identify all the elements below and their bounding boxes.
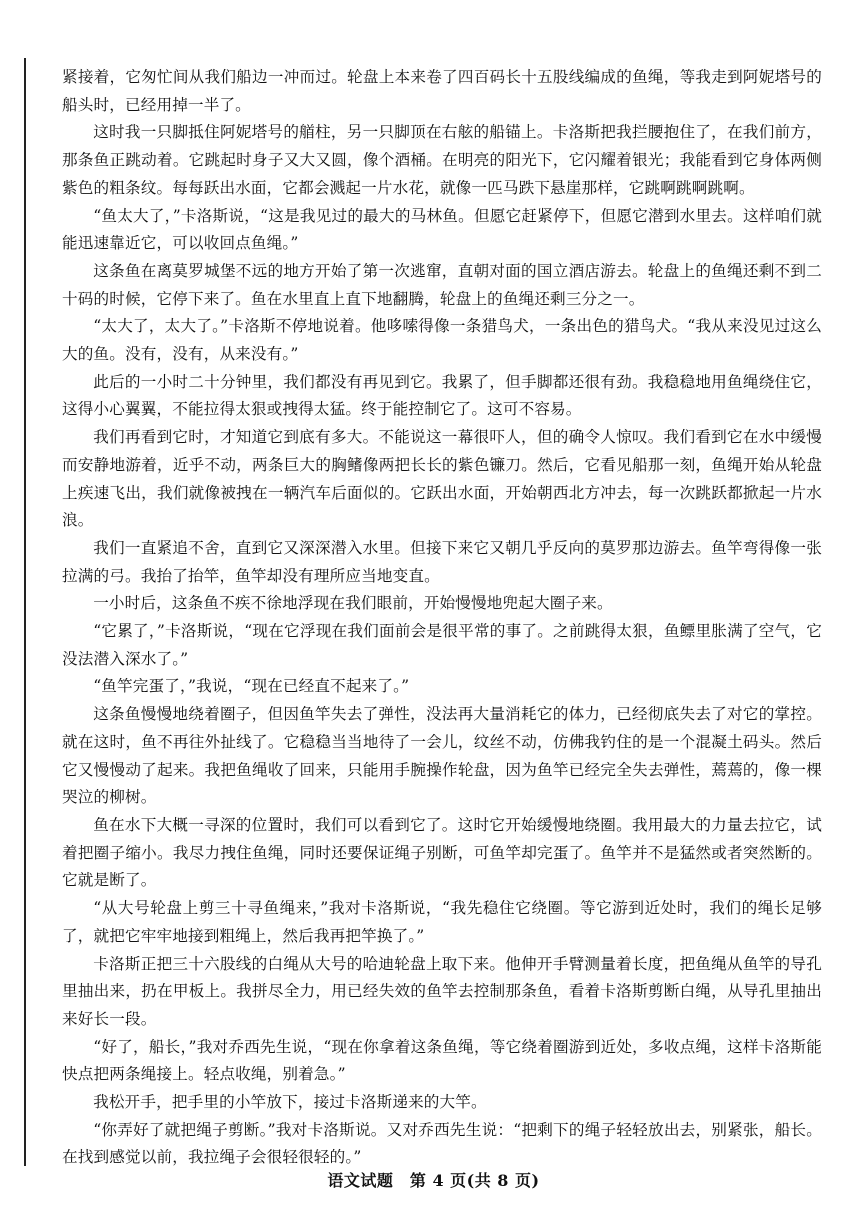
paragraph: 一小时后，这条鱼不疾不徐地浮现在我们眼前，开始慢慢地兜起大圈子来。 xyxy=(93,594,613,613)
paragraph: 紧接着，它匆忙间从我们船边一冲而过。轮盘上本来卷了四百码长十五股线编成的鱼绳，等我走到阿妮塔号的船头时，已经用掉一半了。 xyxy=(62,68,822,114)
paragraph: “它累了，”卡洛斯说，“现在它浮现在我们面前会是很平常的事了。之前跳得太狠，鱼鳔里胀满了空气，它没法潜入深水了。” xyxy=(62,622,822,668)
paragraph: 此后的一小时二十分钟里，我们都没有再见到它。我累了，但手脚都还很有劲。我稳稳地用鱼绳绕住它，这得小心翼翼，不能拉得太狠或拽得太猛。终于能控制它了。这可不容易。 xyxy=(62,372,822,419)
paragraph: “好了，船长，”我对乔西先生说，“现在你拿着这条鱼绳，等它绕着圈游到近处，多收点绳，这样卡洛斯能快点把两条绳接上。轻点收绳，别着急。” xyxy=(62,1037,822,1084)
paragraph: “你弄好了就把绳子剪断。”我对卡洛斯说。又对乔西先生说：“把剩下的绳子轻轻放出去，别紧张，船长。在找到感觉以前，我拉绳子会很轻很轻的。” xyxy=(62,1120,822,1167)
paragraph: 这条鱼在离莫罗城堡不远的地方开始了第一次逃窜，直朝对面的国立酒店游去。轮盘上的鱼绳还剩不到二十码的时候，它停下来了。鱼在水里直上直下地翻腾，轮盘上的鱼绳还剩三分之一。 xyxy=(62,261,822,308)
paragraph: 我松开手，把手里的小竿放下，接过卡洛斯递来的大竿。 xyxy=(93,1093,487,1112)
paragraph: 卡洛斯正把三十六股线的白绳从大号的哈迪轮盘上取下来。他伸开手臂测量着长度，把鱼绳从鱼竿的导孔里抽出来，扔在甲板上。我拼尽全力，用已经失效的鱼竿去控制那条鱼，看着卡洛斯剪断白绳，从导孔里抽出来好长一段。 xyxy=(62,954,822,1028)
page-footer: 语文试题 第 4 页(共 8 页) xyxy=(327,1171,540,1190)
paragraph: “鱼竿完蛋了，”我说，“现在已经直不起来了。” xyxy=(93,677,410,696)
paragraph: 我们再看到它时，才知道它到底有多大。不能说这一幕很吓人，但的确令人惊叹。我们看到它在水中缓慢而安静地游着，近乎不动，两条巨大的胸鳍像两把长长的紫色镰刀。然后，它看见船那一刻，鱼绳开始从轮盘上疾速飞出，我们就像被拽在一辆汽车后面似的。它跃出水面，开始朝西北方冲去，每一次跳跃都掀起一片水浪。 xyxy=(62,428,822,530)
passage-text xyxy=(62,64,822,1172)
paragraph: 我们一直紧追不舍，直到它又深深潜入水里。但接下来它又朝几乎反向的莫罗那边游去。鱼竿弯得像一张拉满的弓。我抬了抬竿，鱼竿却没有理所应当地变直。 xyxy=(62,538,822,585)
paragraph: 这条鱼慢慢地绕着圈子，但因鱼竿失去了弹性，没法再大量消耗它的体力，已经彻底失去了对它的掌控。就在这时，鱼不再往外扯线了。它稳稳当当地待了一会儿，纹丝不动，仿佛我钓住的是一个混凝土码头。然后它又慢慢动了起来。我把鱼绳收了回来，只能用手腕操作轮盘，因为鱼竿已经完全失去弹性，蔫蔫的，像一棵哭泣的柳树。 xyxy=(62,705,822,807)
paragraph: “从大号轮盘上剪三十寻鱼绳来，”我对卡洛斯说，“我先稳住它绕圈。等它游到近处时，我们的绳长足够了，就把它牢牢地接到粗绳上，然后我再把竿换了。” xyxy=(62,899,822,945)
paragraph: “太大了，太大了。”卡洛斯不停地说着。他哆嗦得像一条猎鸟犬，一条出色的猎鸟犬。“我从来没见过这么大的鱼。没有，没有，从来没有。” xyxy=(62,317,822,364)
paragraph: 这时我一只脚抵住阿妮塔号的艏柱，另一只脚顶在右舷的船锚上。卡洛斯把我拦腰抱住了，在我们前方，那条鱼正跳动着。它跳起时身子又大又圆，像个酒桶。在明亮的阳光下，它闪耀着银光；我能看到它身体两侧紫色的粗条纹。每每跃出水面，它都会溅起一片水花，就像一匹马跌下悬崖那样，它跳啊跳啊跳啊。 xyxy=(62,123,822,197)
margin-rule xyxy=(24,58,26,1166)
paragraph: “鱼太大了，”卡洛斯说，“这是我见过的最大的马林鱼。但愿它赶紧停下，但愿它潜到水里去。这样咱们就能迅速靠近它，可以收回点鱼绳。” xyxy=(62,206,822,253)
paragraph: 鱼在水下大概一寻深的位置时，我们可以看到它了。这时它开始缓慢地绕圈。我用最大的力量去拉它，试着把圈子缩小。我尽力拽住鱼绳，同时还要保证绳子别断，可鱼竿却完蛋了。鱼竿并不是猛然或者突然断的。它就是断了。 xyxy=(62,815,822,890)
